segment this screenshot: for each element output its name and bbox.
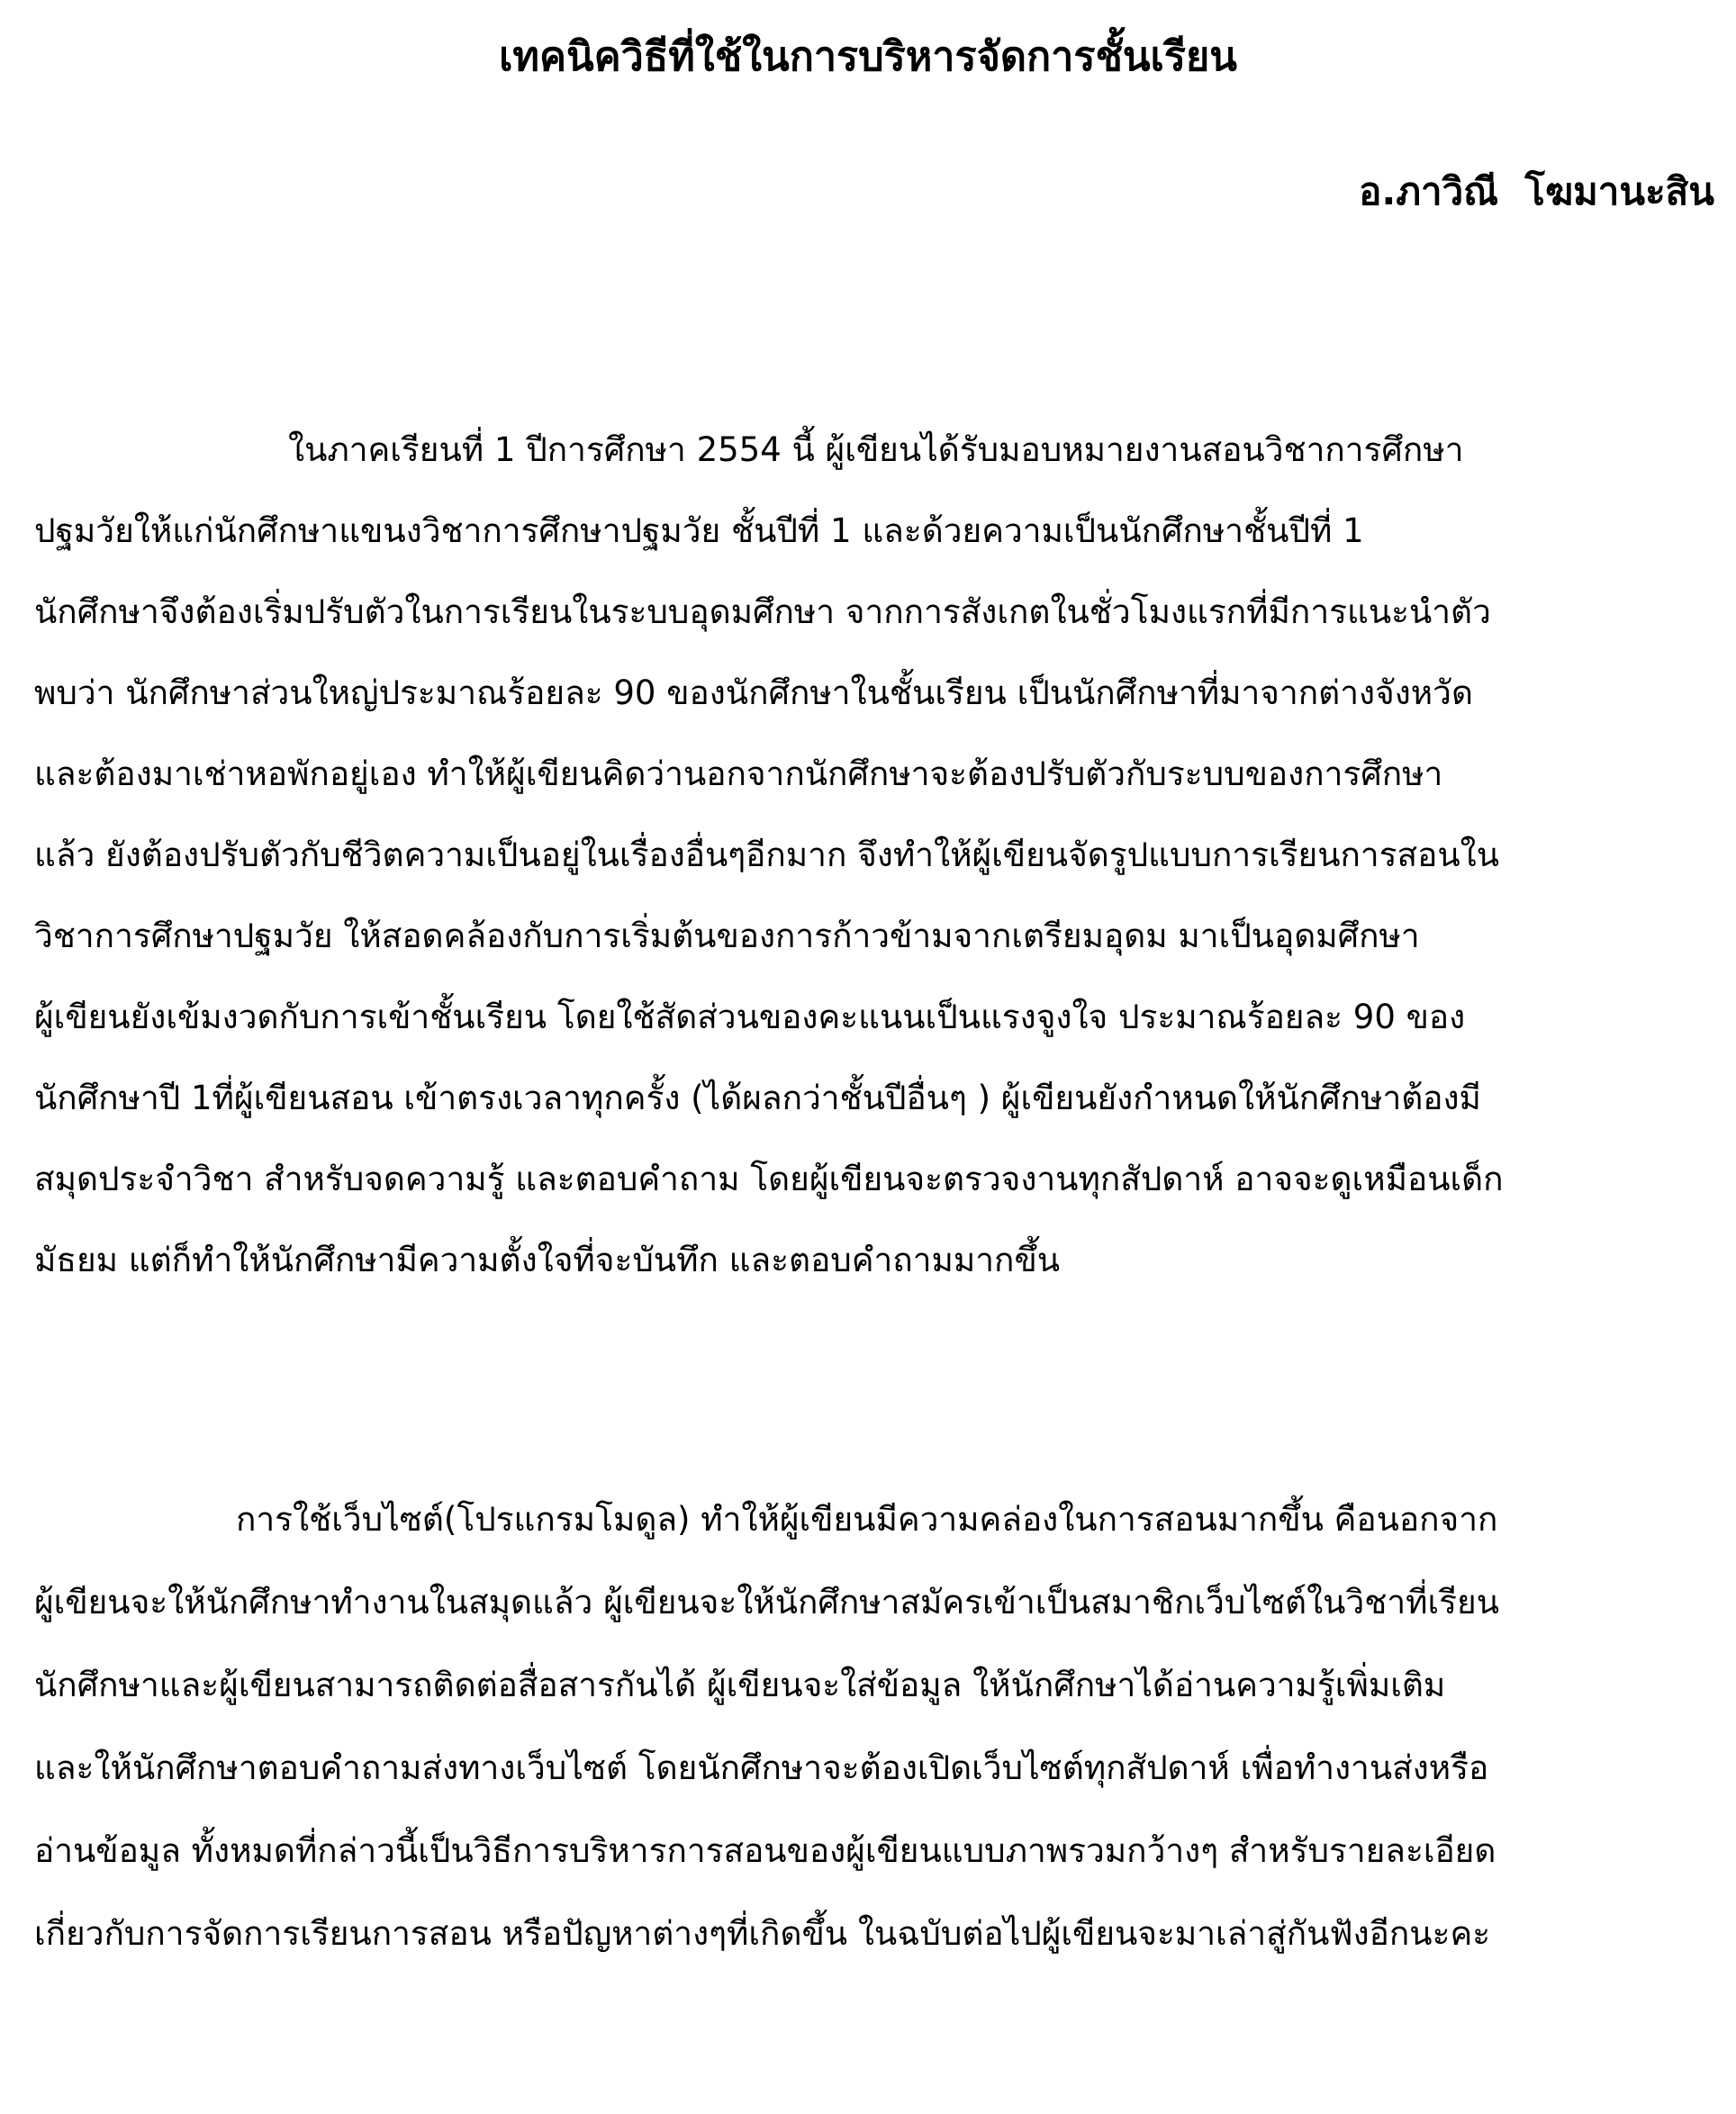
paragraph-1-line: แล้ว ยังต้องปรับตัวกับชีวิตความเป็นอยู่ในเรื่องอื่นๆอีกมาก จึงทำให้ผู้เขียนจัดรูปแบบการเรียนการสอนใน xyxy=(34,836,1500,874)
paragraph-1-line: พบว่า นักศึกษาส่วนใหญ่ประมาณร้อยละ 90 ของนักศึกษาในชั้นเรียน เป็นนักศึกษาที่มาจากต่างจังหวัด xyxy=(34,673,1473,712)
paragraph-1-line: ในภาคเรียนที่ 1 ปีการศึกษา 2554 นี้ ผู้เขียนได้รับมอบหมายงานสอนวิชาการศึกษา xyxy=(288,430,1464,469)
paragraph-1-line: นักศึกษาปี 1ที่ผู้เขียนสอน เข้าตรงเวลาทุกครั้ง (ได้ผลกว่าชั้นปีอื่นๆ ) ผู้เขียนยังกำหนดให้นักศึกษาต้องมี xyxy=(34,1079,1481,1117)
paragraph-2-line: อ่านข้อมูล ทั้งหมดที่กล่าวนี้เป็นวิธีการบริหารการสอนของผู้เขียนแบบภาพรวมกว้างๆ สำหรับรายละเอียด xyxy=(34,1831,1496,1870)
paragraph-1-line: ผู้เขียนยังเข้มงวดกับการเข้าชั้นเรียน โดยใช้สัดส่วนของคะแนนเป็นแรงจูงใจ ประมาณร้อยละ 90 ของ xyxy=(34,998,1466,1036)
paragraph-1-line: ปฐมวัยให้แก่นักศึกษาแขนงวิชาการศึกษาปฐมวัย ชั้นปีที่ 1 และด้วยความเป็นนักศึกษาชั้นปีที่ 1 xyxy=(34,511,1364,550)
paragraph-1-line: และต้องมาเช่าหอพักอยู่เอง ทำให้ผู้เขียนคิดว่านอกจากนักศึกษาจะต้องปรับตัวกับระบบของการศึกษา xyxy=(34,754,1443,793)
paragraph-1-line: นักศึกษาจึงต้องเริ่มปรับตัวในการเรียนในระบบอุดมศึกษา จากการสังเกตในชั่วโมงแรกที่มีการแนะนำตัว xyxy=(34,592,1491,631)
page-title: เทคนิควิธีที่ใช้ในการบริหารจัดการชั้นเรียน xyxy=(499,32,1237,80)
paragraph-2-line: และให้นักศึกษาตอบคำถามส่งทางเว็บไซต์ โดยนักศึกษาจะต้องเปิดเว็บไซต์ทุกสัปดาห์ เพื่อทำงานส่งหรือ xyxy=(34,1748,1489,1787)
paragraph-2-line: ผู้เขียนจะให้นักศึกษาทำงานในสมุดแล้ว ผู้เขียนจะให้นักศึกษาสมัครเข้าเป็นสมาชิกเว็บไซต์ในวิชาที่เรียน xyxy=(34,1583,1499,1622)
author-name: อ.ภาวิณี โฆมานะสิน xyxy=(1359,169,1714,213)
paragraph-1-line: มัธยม แต่ก็ทำให้นักศึกษามีความตั้งใจที่จะบันทึก และตอบคำถามมากขึ้น xyxy=(34,1241,1061,1279)
paragraph-2-line: เกี่ยวกับการจัดการเรียนการสอน หรือปัญหาต่างๆที่เกิดขึ้น ในฉบับต่อไปผู้เขียนจะมาเล่าสู่กันฟังอีกนะคะ xyxy=(34,1914,1491,1953)
paragraph-2-line: นักศึกษาและผู้เขียนสามารถติดต่อสื่อสารกันได้ ผู้เขียนจะใส่ข้อมูล ให้นักศึกษาได้อ่านความรู้เพิ่มเติม xyxy=(34,1666,1446,1704)
paragraph-1-line: วิชาการศึกษาปฐมวัย ให้สอดคล้องกับการเริ่มต้นของการก้าวข้ามจากเตรียมอุดม มาเป็นอุดมศึกษา xyxy=(34,917,1420,955)
paragraph-2-line: การใช้เว็บไซต์(โปรแกรมโมดูล) ทำให้ผู้เขียนมีความคล่องในการสอนมากขึ้น คือนอกจาก xyxy=(236,1500,1498,1539)
paragraph-1-line: สมุดประจำวิชา สำหรับจดความรู้ และตอบคำถาม โดยผู้เขียนจะตรวจงานทุกสัปดาห์ อาจจะดูเหมือนเด็ก xyxy=(34,1160,1504,1198)
